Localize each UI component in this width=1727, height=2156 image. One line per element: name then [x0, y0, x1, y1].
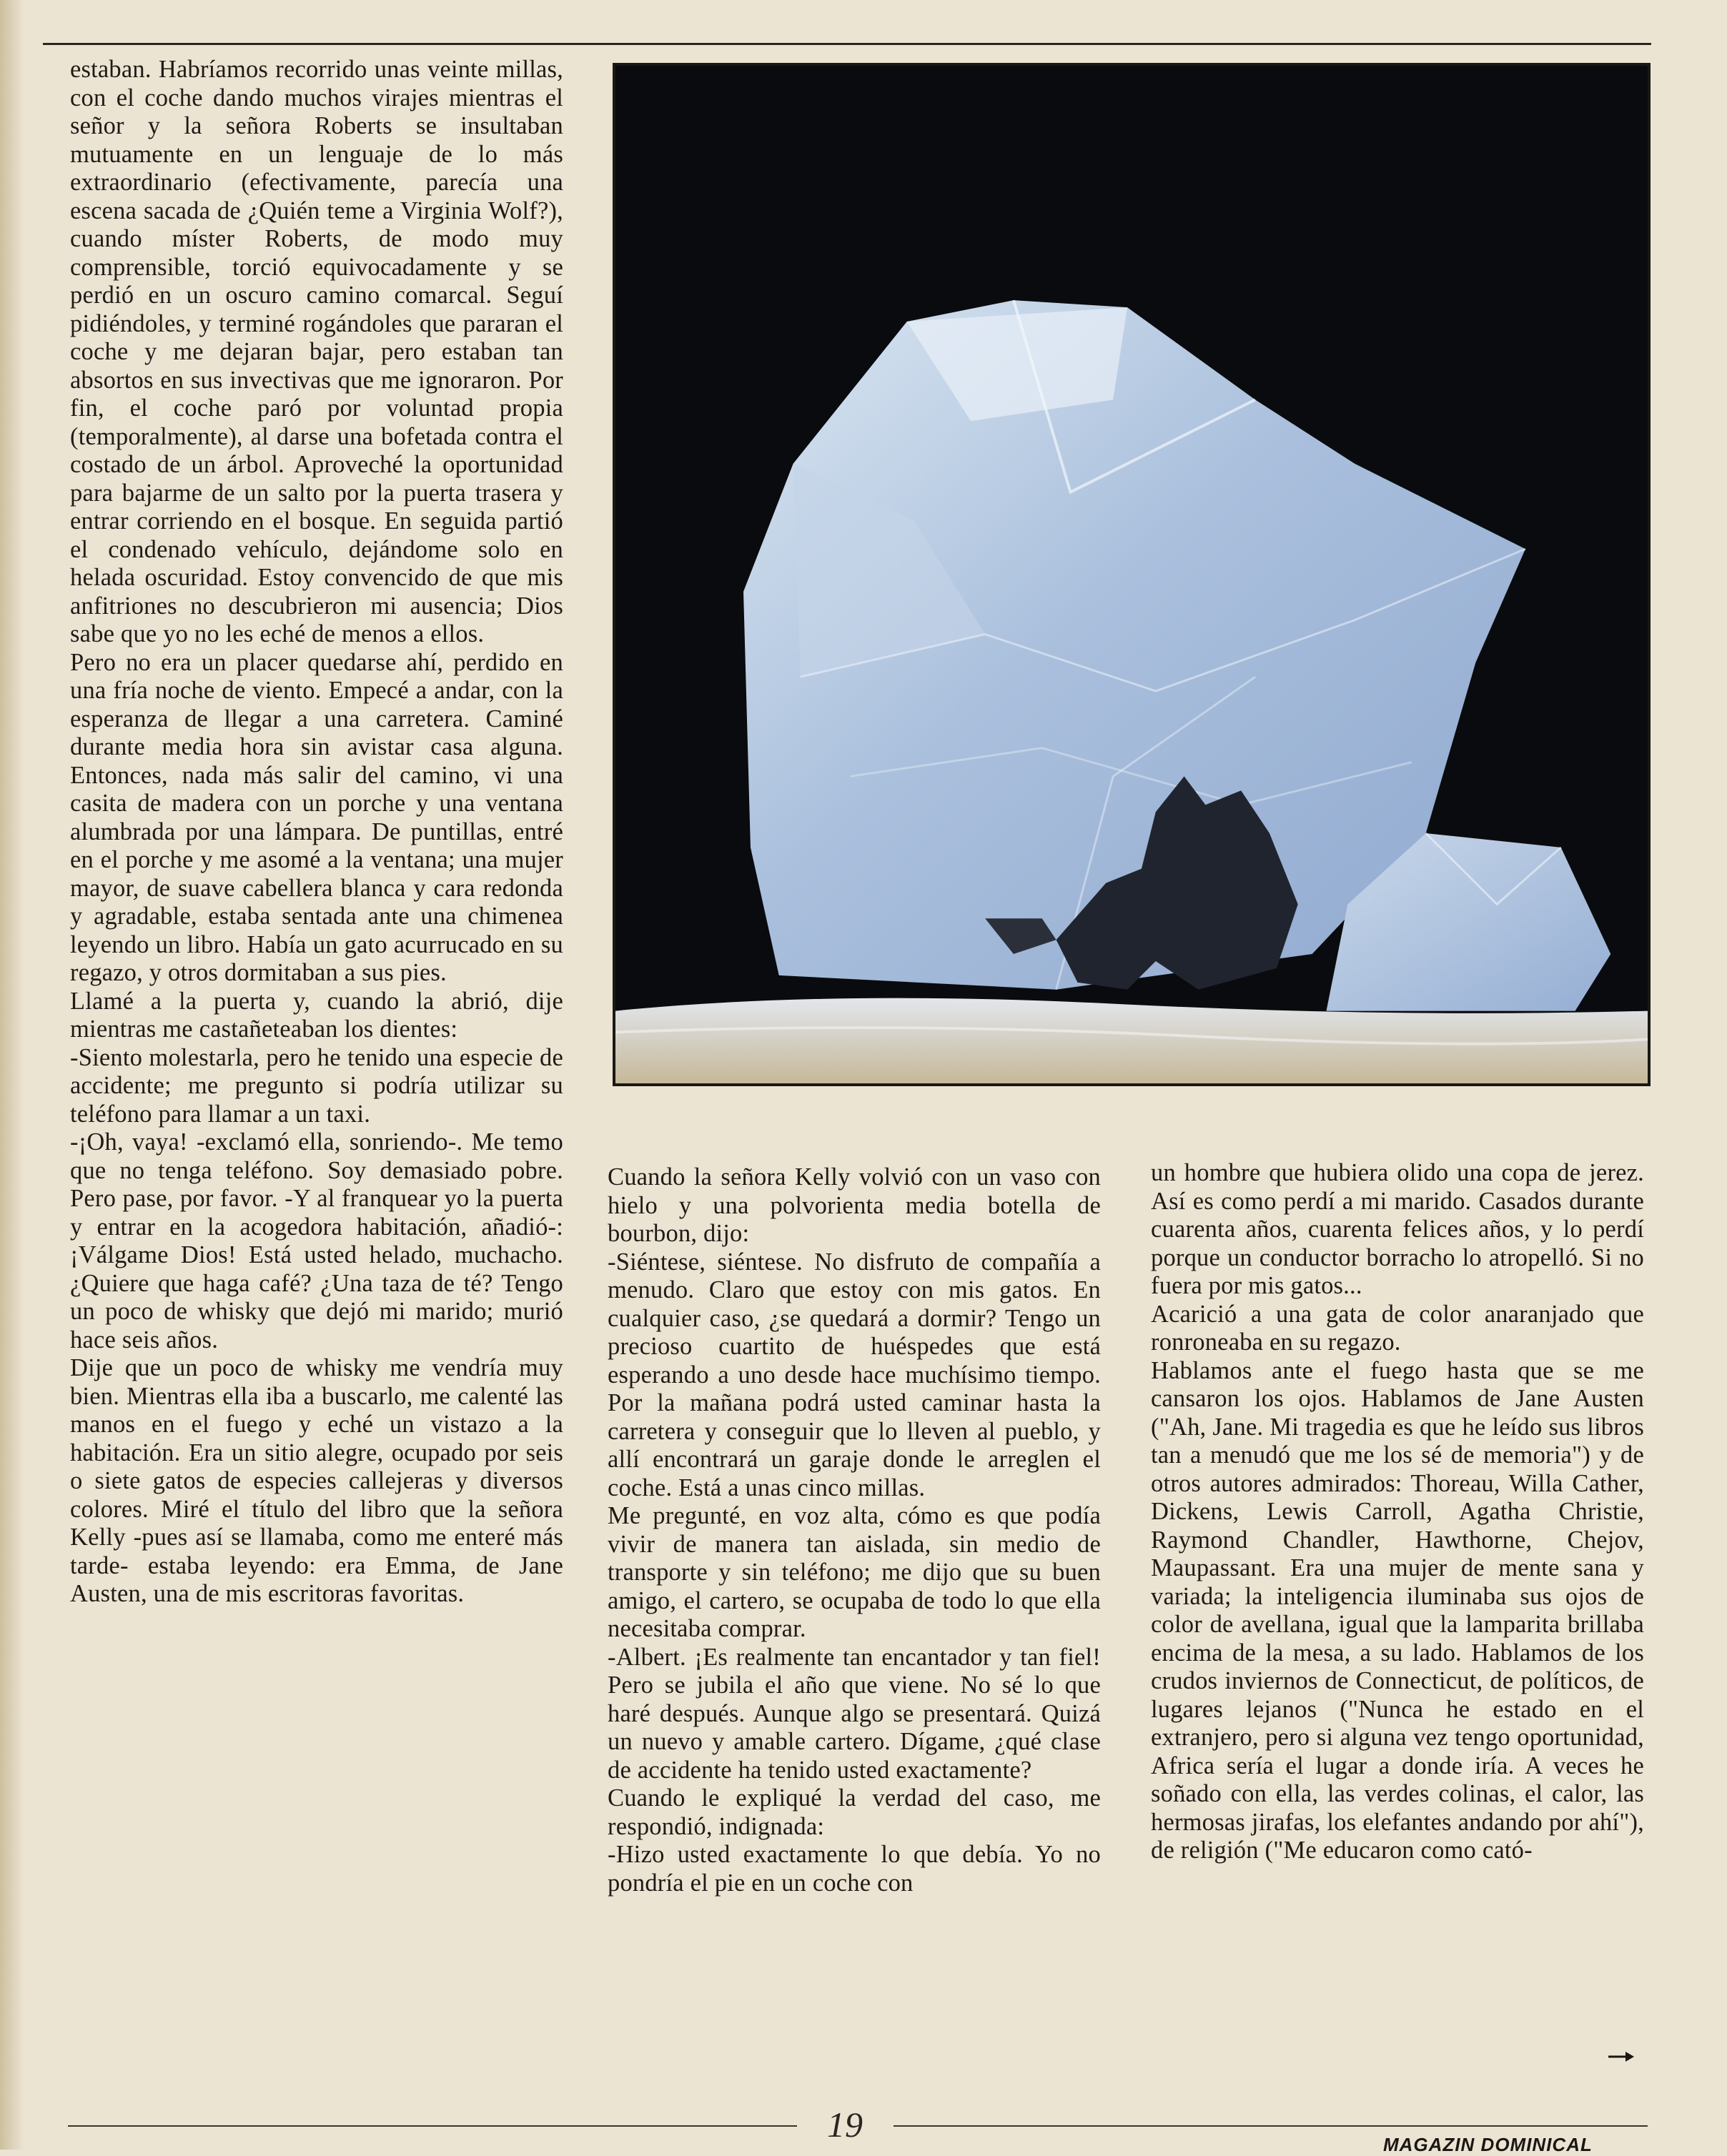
paragraph: Llamé a la puerta y, cuando la abrió, dije mientras me castañeteaban los dientes: — [70, 987, 563, 1043]
paragraph: -Albert. ¡Es realmente tan encantador y tan fiel! Pero se jubila el año que viene. No sé lo que haré después. Aunque algo se presentará. Quizá un nuevo y amable cartero. Dígame, ¿qué clase de accidente ha tenido usted exactamente? — [608, 1643, 1101, 1784]
article-column-3 — [1151, 1159, 1644, 1865]
paragraph: -Siento molestarla, pero he tenido una especie de accidente; me pregunto si podría utilizar su teléfono para llamar a un taxi. — [70, 1043, 563, 1128]
paragraph: un hombre que hubiera olido una copa de jerez. Así es como perdí a mi marido. Casados durante cuarenta años, cuarenta felices años, y lo perdí porque un conductor borracho lo atropelló. Si no fuera por mis gatos... — [1151, 1159, 1644, 1299]
paragraph: -Hizo usted exactamente lo que debía. Yo no pondría el pie en un coche con — [608, 1841, 1101, 1897]
top-rule — [43, 43, 1651, 45]
magazine-title: MAGAZIN DOMINICAL — [1383, 2134, 1593, 2155]
paragraph: Acarició a una gata de color anaranjado que ronroneaba en su regazo. — [1151, 1300, 1644, 1356]
paragraph: estaban. Habríamos recorrido unas veinte millas, con el coche dando muchos virajes mientras el señor y la señora Roberts se insultaban mutuamente en un lenguaje de lo más extraordinario (efectivamente, parecía una escena sacada de ¿Quién teme a Virginia Wolf?), cuando míster Roberts, de modo muy comprensible, torció equivocadamente y se perdió en un oscuro camino comarcal. Seguí pidiéndoles, y terminé rogándoles que pararan el coche y me dejaran bajar, pero estaban tan absortos en sus invectivas que me ignoraron. Por fin, el coche paró por voluntad propia (temporalmente), al darse una bofetada contra el costado de un árbol. Aproveché la oportunidad para bajarme de un salto por la puerta trasera y entrar corriendo en el bosque. En seguida partió el condenado vehículo, dejándome solo en helada oscuridad. Estoy convencido de que mis anfitriones no descubrieron mi ausencia; Dios sabe que yo no les eché de menos a ellos. — [70, 56, 563, 647]
paragraph: -¡Oh, vaya! -exclamó ella, sonriendo-. Me temo que no tenga teléfono. Soy demasiado pobre. Pero pase, por favor. -Y al franquear yo la puerta y entrar en la acogedora habitación, añadió-: ¡Válgame Dios! Está usted helado, muchacho. ¿Quiere que haga café? ¿Una taza de té? Tengo un poco de whisky que dejó mi marido; murió hace seis años. — [70, 1128, 563, 1353]
paragraph: -Siéntese, siéntese. No disfruto de compañía a menudo. Claro que estoy con mis gatos. En cualquier caso, ¿se quedará a dormir? Tengo un precioso cuartito de huéspedes que está esperando a uno desde hace muchísimo tiempo. Por la mañana podrá usted caminar hasta la carretera y conseguir que lo lleven al pueblo, y allí encontrará un garaje donde le arreglen el coche. Está a unas cinco millas. — [608, 1248, 1101, 1501]
paragraph: Cuando le expliqué la verdad del caso, me respondió, indignada: — [608, 1784, 1101, 1840]
footer-rule-right — [894, 2125, 1648, 2127]
ice-cat-illustration — [613, 63, 1651, 1086]
paragraph: Dije que un poco de whisky me vendría muy bien. Mientras ella iba a buscarlo, me calenté las manos en el fuego y eché un vistazo a la habitación. Era un sitio alegre, ocupado por seis o siete gatos de especies callejeras y diversos colores. Miré el título del libro que la señora Kelly -pues así se llamaba, como me enteré más tarde- estaba leyendo: era Emma, de Jane Austen, una de mis escritoras favoritas. — [70, 1354, 563, 1607]
paragraph: Hablamos ante el fuego hasta que se me cansaron los ojos. Hablamos de Jane Austen ("Ah, Jane. Mi tragedia es que he leído sus libros tan a menudó que me los sé de memoria") y de otros autores admirados: Thoreau, Willa Cather, Dickens, Lewis Carroll, Agatha Christie, Raymond Chandler, Hawthorne, Chejov, Maupassant. Era una mujer de mente sana y variada; la inteligencia iluminaba sus ojos de color de avellana, igual que la lamparita brillaba encima de la mesa, a su lado. Hablamos de los crudos inviernos de Connecticut, de políticos, de lugares lejanos ("Nunca he estado en el extranjero, pero si alguna vez tengo oportunidad, Africa sería el lugar a donde iría. A veces he soñado con ella, las verdes colinas, el calor, las hermosas jirafas, los elefantes andando por ahí"), de religión ("Me educaron como cató- — [1151, 1356, 1644, 1864]
article-column-2 — [608, 1163, 1101, 1897]
paragraph: Cuando la señora Kelly volvió con un vaso con hielo y una polvorienta media botella de bourbon, dijo: — [608, 1163, 1101, 1247]
footer-rule-left — [68, 2125, 797, 2127]
paragraph: Me pregunté, en voz alta, cómo es que podía vivir de manera tan aislada, sin medio de transporte y sin teléfono; me dijo que su buen amigo, el cartero, se ocupaba de todo lo que ella necesitaba comprar. — [608, 1502, 1101, 1642]
paragraph: Pero no era un placer quedarse ahí, perdido en una fría noche de viento. Empecé a andar, con la esperanza de llegar a una carretera. Caminé durante media hora sin avistar casa alguna. Entonces, nada más salir del camino, vi una casita de madera con un porche y una ventana alumbrada por una lámpara. De puntillas, entré en el porche y me asomé a la ventana; una mujer mayor, de suave cabellera blanca y cara redonda y agradable, estaba sentada ante una chimenea leyendo un libro. Había un gato acurrucado en su regazo, y otros dormitaban a sus pies. — [70, 648, 563, 986]
right-arrow-icon — [1607, 2050, 1636, 2064]
article-column-1 — [70, 56, 563, 1609]
ice-sculpture-image — [615, 66, 1648, 1083]
page-fold-shadow — [0, 0, 24, 2150]
page-number: 19 — [827, 2105, 863, 2145]
